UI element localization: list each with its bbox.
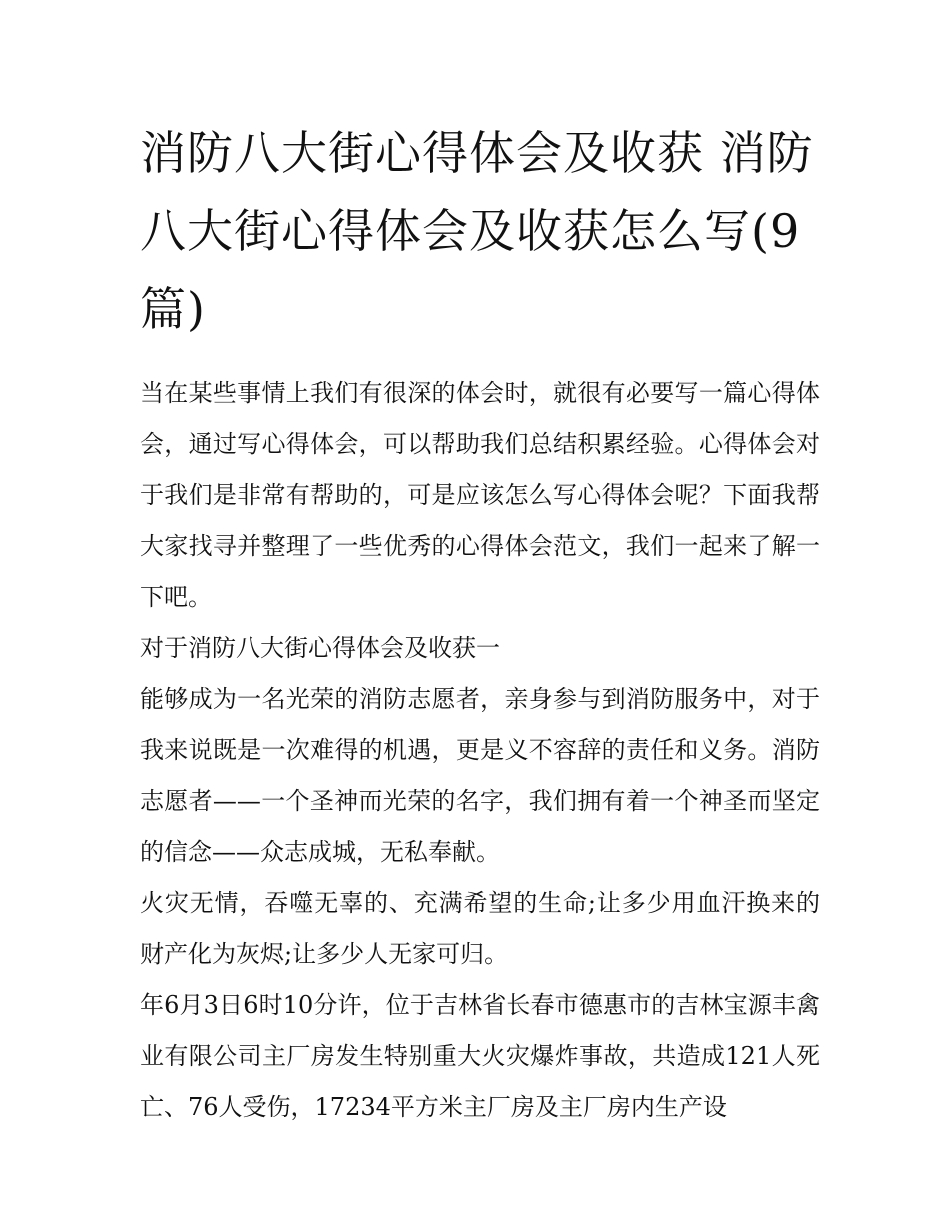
paragraph: 年6月3日6时10分许，位于吉林省长春市德惠市的吉林宝源丰禽业有限公司主厂房发生特别重大火灾爆炸事故，共造成121人死亡、76人受伤，17234平方米主厂房及主厂房内生产设 [140, 991, 820, 1121]
paragraph: 火灾无情，吞噬无辜的、充满希望的生命;让多少用血汗换来的财产化为灰烬;让多少人无家可归。 [140, 889, 820, 968]
document-body [140, 368, 820, 1133]
paragraph-intro: 当在某些事情上我们有很深的体会时，就很有必要写一篇心得体会，通过写心得体会，可以帮助我们总结积累经验。心得体会对于我们是非常有帮助的，可是应该怎么写心得体会呢？下面我帮大家找寻并整理了一些优秀的心得体会范文，我们一起来了解一下吧。 [140, 379, 820, 611]
document-title: 消防八大街心得体会及收获 消防八大街心得体会及收获怎么写(9篇) [140, 126, 814, 336]
paragraph: 能够成为一名光荣的消防志愿者，亲身参与到消防服务中，对于我来说既是一次难得的机遇，更是义不容辞的责任和义务。消防志愿者——一个圣神而光荣的名字，我们拥有着一个神圣而坚定的信念——众志成城，无私奉献。 [140, 685, 820, 866]
section-heading: 对于消防八大街心得体会及收获一 [140, 634, 500, 662]
document-page [140, 114, 820, 1133]
